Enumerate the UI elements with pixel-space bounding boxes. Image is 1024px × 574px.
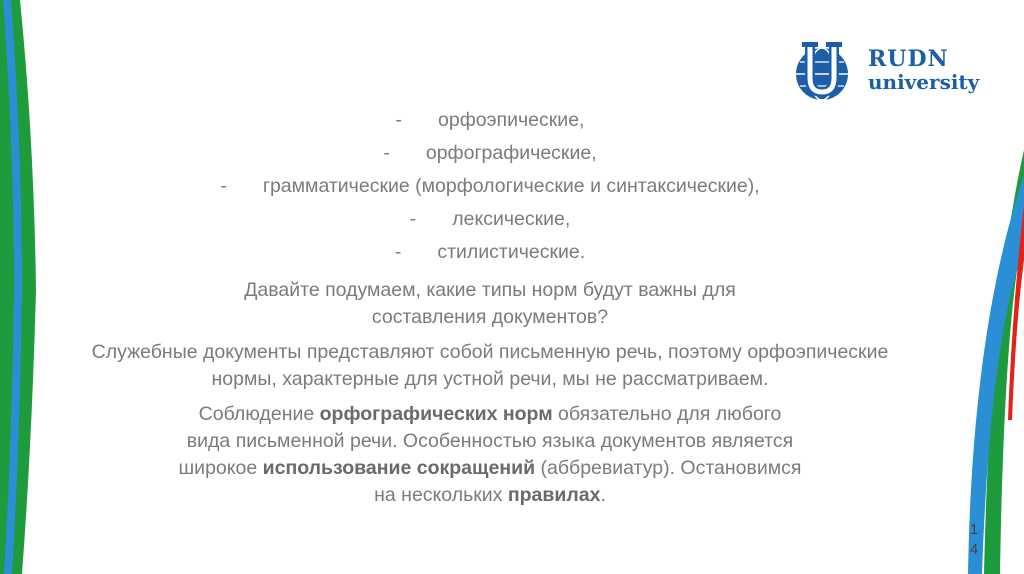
- spoken-norms-paragraph: Служебные документы представляют собой письменную речь, поэтому орфоэпические нормы, характерные для устной речи, мы не рассматриваем.: [91, 341, 889, 390]
- slide-content: [60, 104, 920, 509]
- page-number-digit: 1: [969, 521, 979, 538]
- rudn-logo: [792, 40, 992, 110]
- list-item: [60, 170, 920, 203]
- logo-text-rudn: RUDN: [868, 46, 949, 72]
- list-item: [60, 137, 920, 170]
- list-item-text: орфографические,: [425, 142, 597, 164]
- list-dash: -: [409, 208, 417, 230]
- list-dash: -: [220, 175, 227, 197]
- list-item-text: стилистические.: [437, 241, 586, 263]
- paragraph-text: (аббревиатур). Остановимся на нескольких: [374, 457, 802, 506]
- bold-term: орфографических норм: [319, 403, 553, 425]
- list-dash: -: [395, 109, 403, 131]
- globe-emblem-icon: [792, 40, 856, 104]
- spelling-norms-paragraph: [60, 401, 920, 509]
- list-item-text: лексические,: [452, 208, 571, 230]
- logo-wordmark: [868, 48, 979, 92]
- logo-text-university: university: [868, 70, 980, 94]
- bold-term: использование сокращений: [262, 457, 536, 479]
- list-dash: -: [394, 241, 402, 263]
- list-item: [60, 203, 920, 236]
- bold-term: правилах: [507, 484, 601, 506]
- paragraph-text: обязательно для любого вида письменной речи. Особенностью языка документов является широкое: [178, 403, 794, 479]
- norm-types-list: [60, 104, 920, 269]
- list-item-text: грамматические (морфологические и синтаксические),: [262, 175, 760, 197]
- list-item: [60, 236, 920, 269]
- question-paragraph: Давайте подумаем, какие типы норм будут важны для составления документов?: [244, 279, 736, 328]
- page-number: [966, 520, 982, 560]
- list-dash: -: [383, 142, 390, 164]
- paragraph-text: Соблюдение: [198, 403, 320, 425]
- paragraph-text: .: [600, 484, 606, 506]
- page-number-digit: 4: [969, 541, 979, 558]
- list-item: [60, 104, 920, 137]
- list-item-text: орфоэпические,: [438, 109, 585, 131]
